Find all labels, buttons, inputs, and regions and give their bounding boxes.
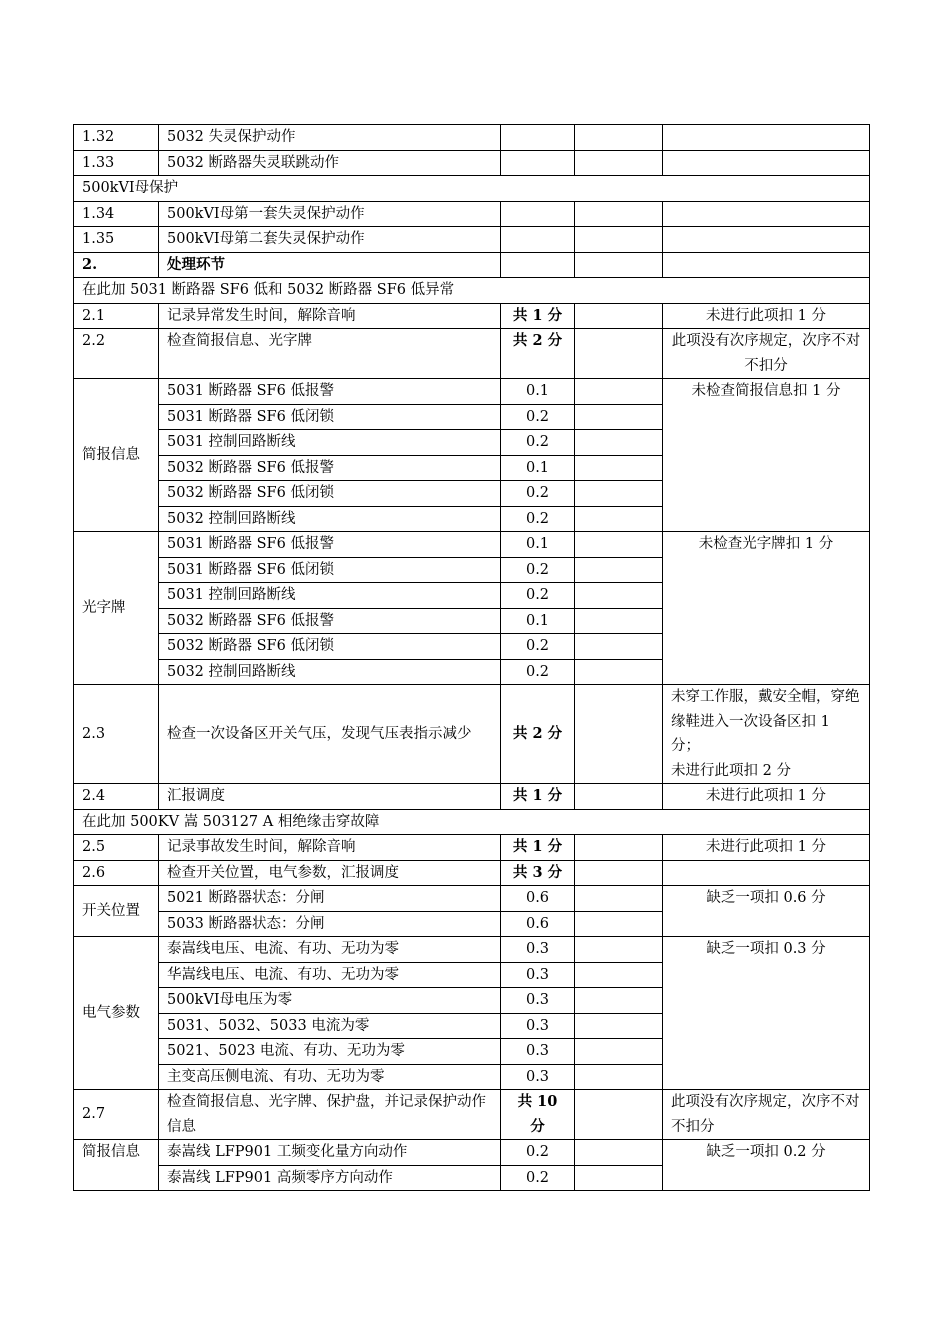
item-text: 5032 控制回路断线 [159, 659, 501, 685]
remark-line: 未进行此项扣 2 分 [671, 762, 791, 779]
table-row [74, 886, 870, 912]
empty-cell [575, 835, 663, 861]
item-text: 检查开关位置，电气参数，汇报调度 [159, 860, 501, 886]
score-cell: 共 10 分 [501, 1090, 575, 1140]
remark-cell [663, 125, 870, 151]
group-label: 开关位置 [74, 886, 159, 937]
item-text: 检查简报信息、光字牌、保护盘，并记录保护动作信息 [159, 1090, 501, 1140]
table-row [74, 278, 870, 304]
table-row [74, 150, 870, 176]
score-cell [501, 125, 575, 151]
empty-cell [575, 329, 663, 379]
score-cell [501, 227, 575, 253]
empty-cell [575, 125, 663, 151]
score-cell: 0.2 [501, 1140, 575, 1166]
table-row [74, 937, 870, 963]
score-cell: 共 2 分 [501, 329, 575, 379]
remark-cell [663, 227, 870, 253]
score-cell: 共 1 分 [501, 835, 575, 861]
remark-cell [663, 860, 870, 886]
empty-cell [575, 430, 663, 456]
section-heading: 500kVⅠ母保护 [74, 176, 870, 202]
table-row [74, 809, 870, 835]
item-number: 2.7 [74, 1090, 159, 1140]
item-text: 5031 断路器 SF6 低报警 [159, 379, 501, 405]
table-row [74, 685, 870, 784]
table-row [74, 125, 870, 151]
remark-cell: 缺乏一项扣 0.6 分 [663, 886, 870, 937]
empty-cell [575, 784, 663, 810]
item-text: 5032 断路器 SF6 低报警 [159, 455, 501, 481]
remark-cell: 此项没有次序规定，次序不对不扣分 [663, 329, 870, 379]
item-text: 5032 控制回路断线 [159, 506, 501, 532]
table-row [74, 379, 870, 405]
remark-cell: 缺乏一项扣 0.3 分 [663, 937, 870, 1090]
group-label: 电气参数 [74, 937, 159, 1090]
item-number: 1.32 [74, 125, 159, 151]
table-row [74, 1090, 870, 1140]
item-text: 5021 断路器状态：分闸 [159, 886, 501, 912]
item-number: 2.4 [74, 784, 159, 810]
score-cell: 0.2 [501, 404, 575, 430]
item-text: 5031、5032、5033 电流为零 [159, 1013, 501, 1039]
table-row [74, 227, 870, 253]
group-label: 简报信息 [74, 379, 159, 532]
item-number: 2. [74, 252, 159, 278]
item-text: 5031 断路器 SF6 低报警 [159, 532, 501, 558]
empty-cell [575, 1013, 663, 1039]
empty-cell [575, 404, 663, 430]
item-number: 1.34 [74, 201, 159, 227]
item-text: 5032 断路器 SF6 低闭锁 [159, 634, 501, 660]
empty-cell [575, 685, 663, 784]
empty-cell [575, 583, 663, 609]
item-number: 2.5 [74, 835, 159, 861]
remark-cell [663, 252, 870, 278]
item-text: 500kVⅠ母电压为零 [159, 988, 501, 1014]
empty-cell [575, 988, 663, 1014]
item-text: 泰嵩线 LFP901 工频变化量方向动作 [159, 1140, 501, 1166]
item-text: 5032 断路器 SF6 低报警 [159, 608, 501, 634]
remark-cell: 未进行此项扣 1 分 [663, 784, 870, 810]
item-text: 记录事故发生时间，解除音响 [159, 835, 501, 861]
score-cell: 0.3 [501, 1013, 575, 1039]
remark-cell: 缺乏一项扣 0.2 分 [663, 1140, 870, 1191]
score-cell: 0.3 [501, 1039, 575, 1065]
score-cell: 0.1 [501, 608, 575, 634]
score-cell: 0.2 [501, 1165, 575, 1191]
table-row [74, 860, 870, 886]
empty-cell [575, 634, 663, 660]
table-row [74, 303, 870, 329]
score-cell: 0.6 [501, 911, 575, 937]
empty-cell [575, 150, 663, 176]
empty-cell [575, 1064, 663, 1090]
item-number: 2.6 [74, 860, 159, 886]
empty-cell [575, 886, 663, 912]
table-row [74, 1140, 870, 1166]
item-text: 5033 断路器状态：分闸 [159, 911, 501, 937]
empty-cell [575, 506, 663, 532]
score-cell [501, 150, 575, 176]
item-text: 主变高压侧电流、有功、无功为零 [159, 1064, 501, 1090]
empty-cell [575, 937, 663, 963]
score-cell [501, 252, 575, 278]
group-label: 光字牌 [74, 532, 159, 685]
score-cell: 0.6 [501, 886, 575, 912]
table-row [74, 201, 870, 227]
item-text: 检查简报信息、光字牌 [159, 329, 501, 379]
item-number: 1.35 [74, 227, 159, 253]
score-cell: 共 1 分 [501, 784, 575, 810]
item-number: 2.2 [74, 329, 159, 379]
score-cell: 0.2 [501, 430, 575, 456]
item-number: 2.1 [74, 303, 159, 329]
item-text: 5031 控制回路断线 [159, 430, 501, 456]
empty-cell [575, 659, 663, 685]
remark-cell [663, 150, 870, 176]
remark-cell: 未进行此项扣 1 分 [663, 835, 870, 861]
score-cell: 0.3 [501, 1064, 575, 1090]
remark-cell: 未检查简报信息扣 1 分 [663, 379, 870, 532]
remark-cell [663, 685, 870, 784]
table-row [74, 329, 870, 379]
empty-cell [575, 455, 663, 481]
score-cell: 0.1 [501, 532, 575, 558]
item-text: 处理环节 [159, 252, 501, 278]
empty-cell [575, 252, 663, 278]
empty-cell [575, 911, 663, 937]
scenario-note: 在此加 500KV 嵩 503127 A 相绝缘击穿故障 [74, 809, 870, 835]
empty-cell [575, 1140, 663, 1166]
item-text: 500kVⅠ母第一套失灵保护动作 [159, 201, 501, 227]
remark-cell: 未检查光字牌扣 1 分 [663, 532, 870, 685]
empty-cell [575, 1165, 663, 1191]
empty-cell [575, 557, 663, 583]
group-label: 简报信息 [74, 1140, 159, 1191]
table-row [74, 532, 870, 558]
score-cell: 0.3 [501, 937, 575, 963]
item-text: 5031 断路器 SF6 低闭锁 [159, 404, 501, 430]
remark-cell: 未进行此项扣 1 分 [663, 303, 870, 329]
score-cell: 0.1 [501, 455, 575, 481]
score-cell: 0.2 [501, 659, 575, 685]
scoring-table [73, 124, 870, 1191]
empty-cell [575, 962, 663, 988]
item-number: 1.33 [74, 150, 159, 176]
score-cell: 0.3 [501, 962, 575, 988]
empty-cell [575, 481, 663, 507]
item-text: 泰嵩线 LFP901 高频零序方向动作 [159, 1165, 501, 1191]
scenario-note: 在此加 5031 断路器 SF6 低和 5032 断路器 SF6 低异常 [74, 278, 870, 304]
table-row [74, 176, 870, 202]
empty-cell [575, 201, 663, 227]
score-cell: 共 3 分 [501, 860, 575, 886]
item-text: 汇报调度 [159, 784, 501, 810]
score-cell: 0.3 [501, 988, 575, 1014]
item-text: 5032 断路器失灵联跳动作 [159, 150, 501, 176]
score-cell [501, 201, 575, 227]
remark-cell: 此项没有次序规定，次序不对不扣分 [663, 1090, 870, 1140]
empty-cell [575, 860, 663, 886]
item-text: 5032 断路器 SF6 低闭锁 [159, 481, 501, 507]
item-text: 检查一次设备区开关气压，发现气压表指示减少 [159, 685, 501, 784]
remark-line: 未穿工作服，戴安全帽，穿绝缘鞋进入一次设备区扣 1 分； [671, 689, 860, 754]
empty-cell [575, 303, 663, 329]
score-cell: 0.2 [501, 583, 575, 609]
empty-cell [575, 608, 663, 634]
empty-cell [575, 1090, 663, 1140]
table-row [74, 252, 870, 278]
empty-cell [575, 379, 663, 405]
table-row [74, 784, 870, 810]
item-text: 5021、5023 电流、有功、无功为零 [159, 1039, 501, 1065]
empty-cell [575, 1039, 663, 1065]
item-text: 5031 控制回路断线 [159, 583, 501, 609]
empty-cell [575, 227, 663, 253]
table-row [74, 835, 870, 861]
item-text: 泰嵩线电压、电流、有功、无功为零 [159, 937, 501, 963]
score-cell: 0.2 [501, 506, 575, 532]
empty-cell [575, 532, 663, 558]
item-text: 5031 断路器 SF6 低闭锁 [159, 557, 501, 583]
remark-cell [663, 201, 870, 227]
score-cell: 0.2 [501, 481, 575, 507]
item-text: 华嵩线电压、电流、有功、无功为零 [159, 962, 501, 988]
item-text: 5032 失灵保护动作 [159, 125, 501, 151]
item-text: 记录异常发生时间，解除音响 [159, 303, 501, 329]
score-cell: 共 2 分 [501, 685, 575, 784]
score-cell: 共 1 分 [501, 303, 575, 329]
item-number: 2.3 [74, 685, 159, 784]
score-cell: 0.2 [501, 557, 575, 583]
score-cell: 0.2 [501, 634, 575, 660]
score-cell: 0.1 [501, 379, 575, 405]
item-text: 500kVⅠ母第二套失灵保护动作 [159, 227, 501, 253]
